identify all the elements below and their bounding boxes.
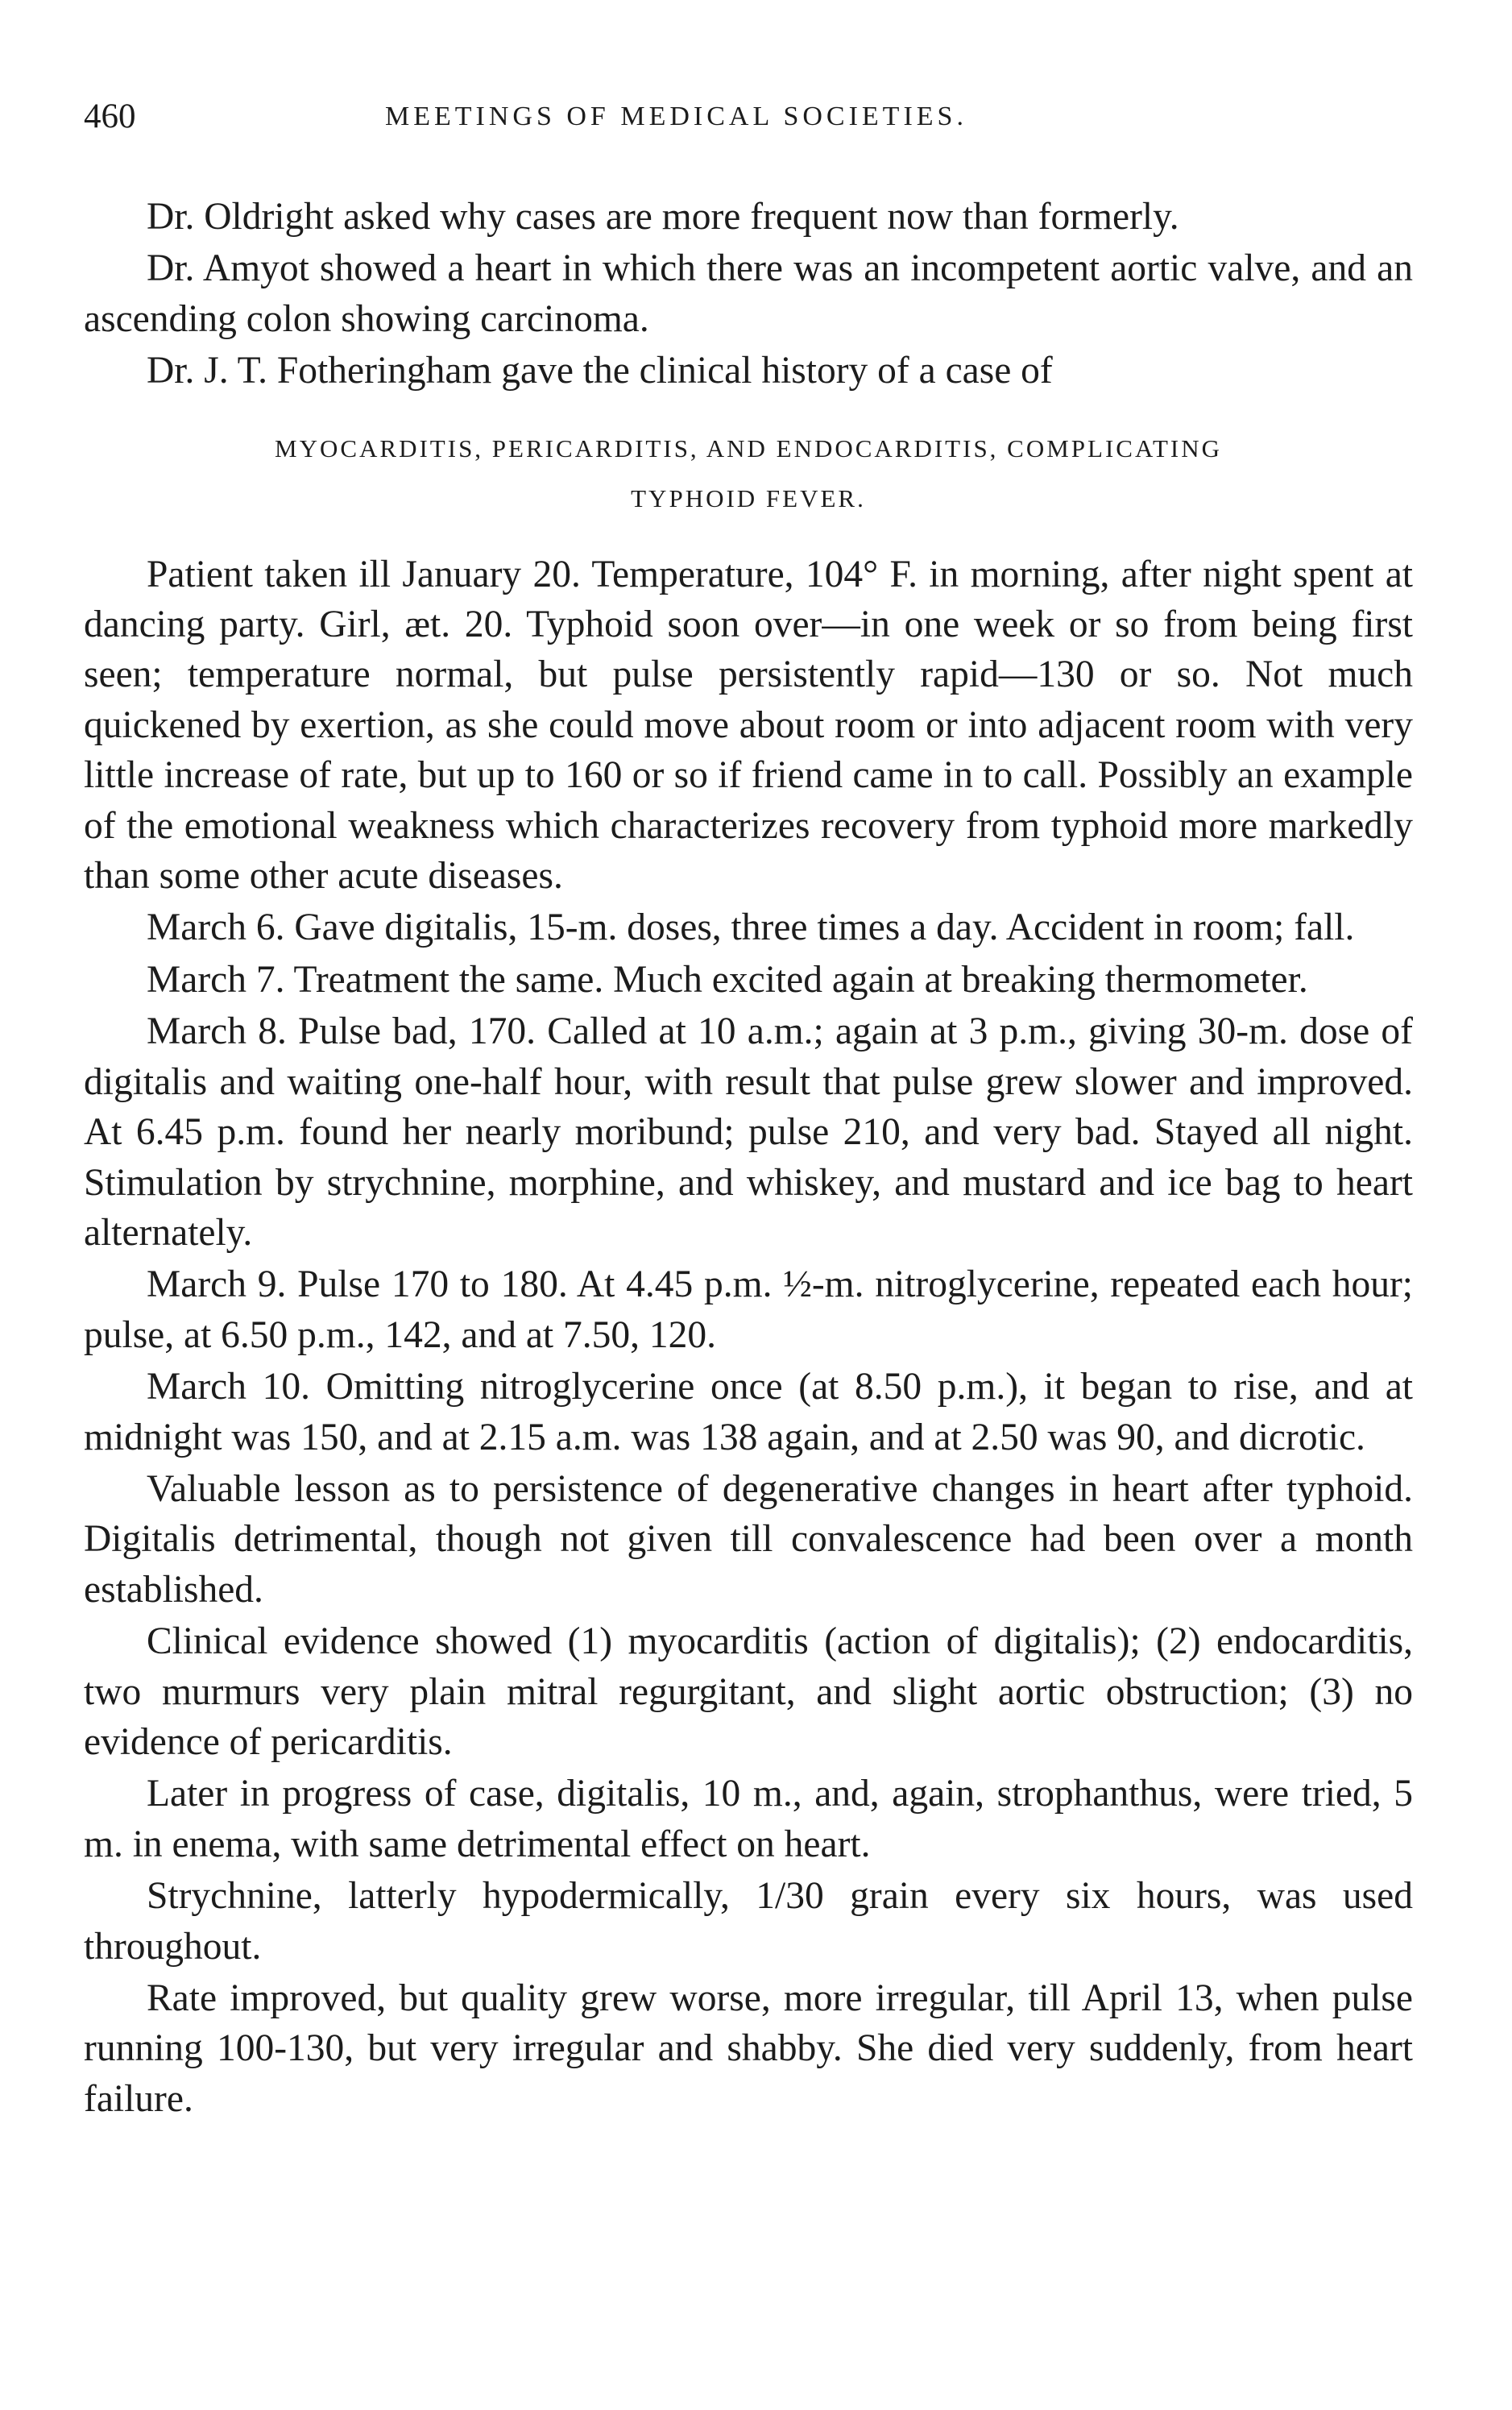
paragraph: Dr. J. T. Fotheringham gave the clinical history of a case of <box>147 350 1053 392</box>
paragraph: March 10. Omitting nitroglycerine once (at 8.50 p.m.), it began to rise, and at midnight was 150, and at 2.15 a.m. was 138 again, and at 2.50 was 90, and dicrotic. <box>84 1366 1413 1458</box>
paragraph: Strychnine, latterly hypodermically, 1/30 grain every six hours, was used throughout. <box>84 1875 1413 1968</box>
paragraph: Dr. Oldright asked why cases are more frequent now than formerly. <box>147 196 1179 238</box>
document-page <box>84 90 1413 2371</box>
paragraph: March 6. Gave digitalis, 15-m. doses, three times a day. Accident in room; fall. <box>147 906 1355 949</box>
paragraph: Later in progress of case, digitalis, 10 m., and, again, strophanthus, were tried, 5 m. in enema, with same detrimental effect on heart. <box>84 1773 1413 1865</box>
section-heading-line: TYPHOID FEVER. <box>631 483 866 512</box>
section-heading <box>84 424 1413 524</box>
paragraph: Rate improved, but quality grew worse, more irregular, till April 13, when pulse running 100-130, but very irregular and shabby. She died very suddenly, from heart failure. <box>84 1977 1413 2120</box>
body-text <box>84 192 1413 2124</box>
page-number: 460 <box>84 97 136 135</box>
page-header <box>84 90 1413 143</box>
paragraph: Valuable lesson as to persistence of degenerative changes in heart after typhoid. Digitalis detrimental, though not given till convalescence had been over a month established. <box>84 1467 1413 1611</box>
running-head: MEETINGS OF MEDICAL SOCIETIES. <box>385 102 967 131</box>
paragraph: March 8. Pulse bad, 170. Called at 10 a.m.; again at 3 p.m., giving 30-m. dose of digitalis and waiting one-half hour, with result that pulse grew slower and improved. At 6.45 p.m. found her nearly moribund; pulse 210, and very bad. Stayed all night. Stimulation by strychnine, morphine, and whiskey, and mustard and ice bag to heart alternately. <box>84 1010 1413 1254</box>
paragraph: March 9. Pulse 170 to 180. At 4.45 p.m. ½-m. nitroglycerine, repeated each hour; pulse, at 6.50 p.m., 142, and at 7.50, 120. <box>84 1263 1413 1356</box>
paragraph: March 7. Treatment the same. Much excited again at breaking thermometer. <box>147 958 1308 1001</box>
paragraph: Patient taken ill January 20. Temperature, 104° F. in morning, after night spent at dancing party. Girl, æt. 20. Typhoid soon over—in one week or so from being first seen; temperature normal, but pulse persistently rapid—130 or so. Not much quickened by exertion, as she could move about room or into adjacent room with very little increase of rate, but up to 160 or so if friend came in to call. Possibly an example of the emotional weakness which characterizes recovery from typhoid more markedly than some other acute diseases. <box>84 553 1413 898</box>
paragraph: Dr. Amyot showed a heart in which there was an incompetent aortic valve, and an ascending colon showing carcinoma. <box>84 247 1413 340</box>
paragraph: Clinical evidence showed (1) myocarditis (action of digitalis); (2) endocarditis, two murmurs very plain mitral regurgitant, and slight aortic obstruction; (3) no evidence of pericarditis. <box>84 1620 1413 1763</box>
section-heading-line: MYOCARDITIS, PERICARDITIS, AND ENDOCARDITIS, COMPLICATING <box>275 433 1222 463</box>
